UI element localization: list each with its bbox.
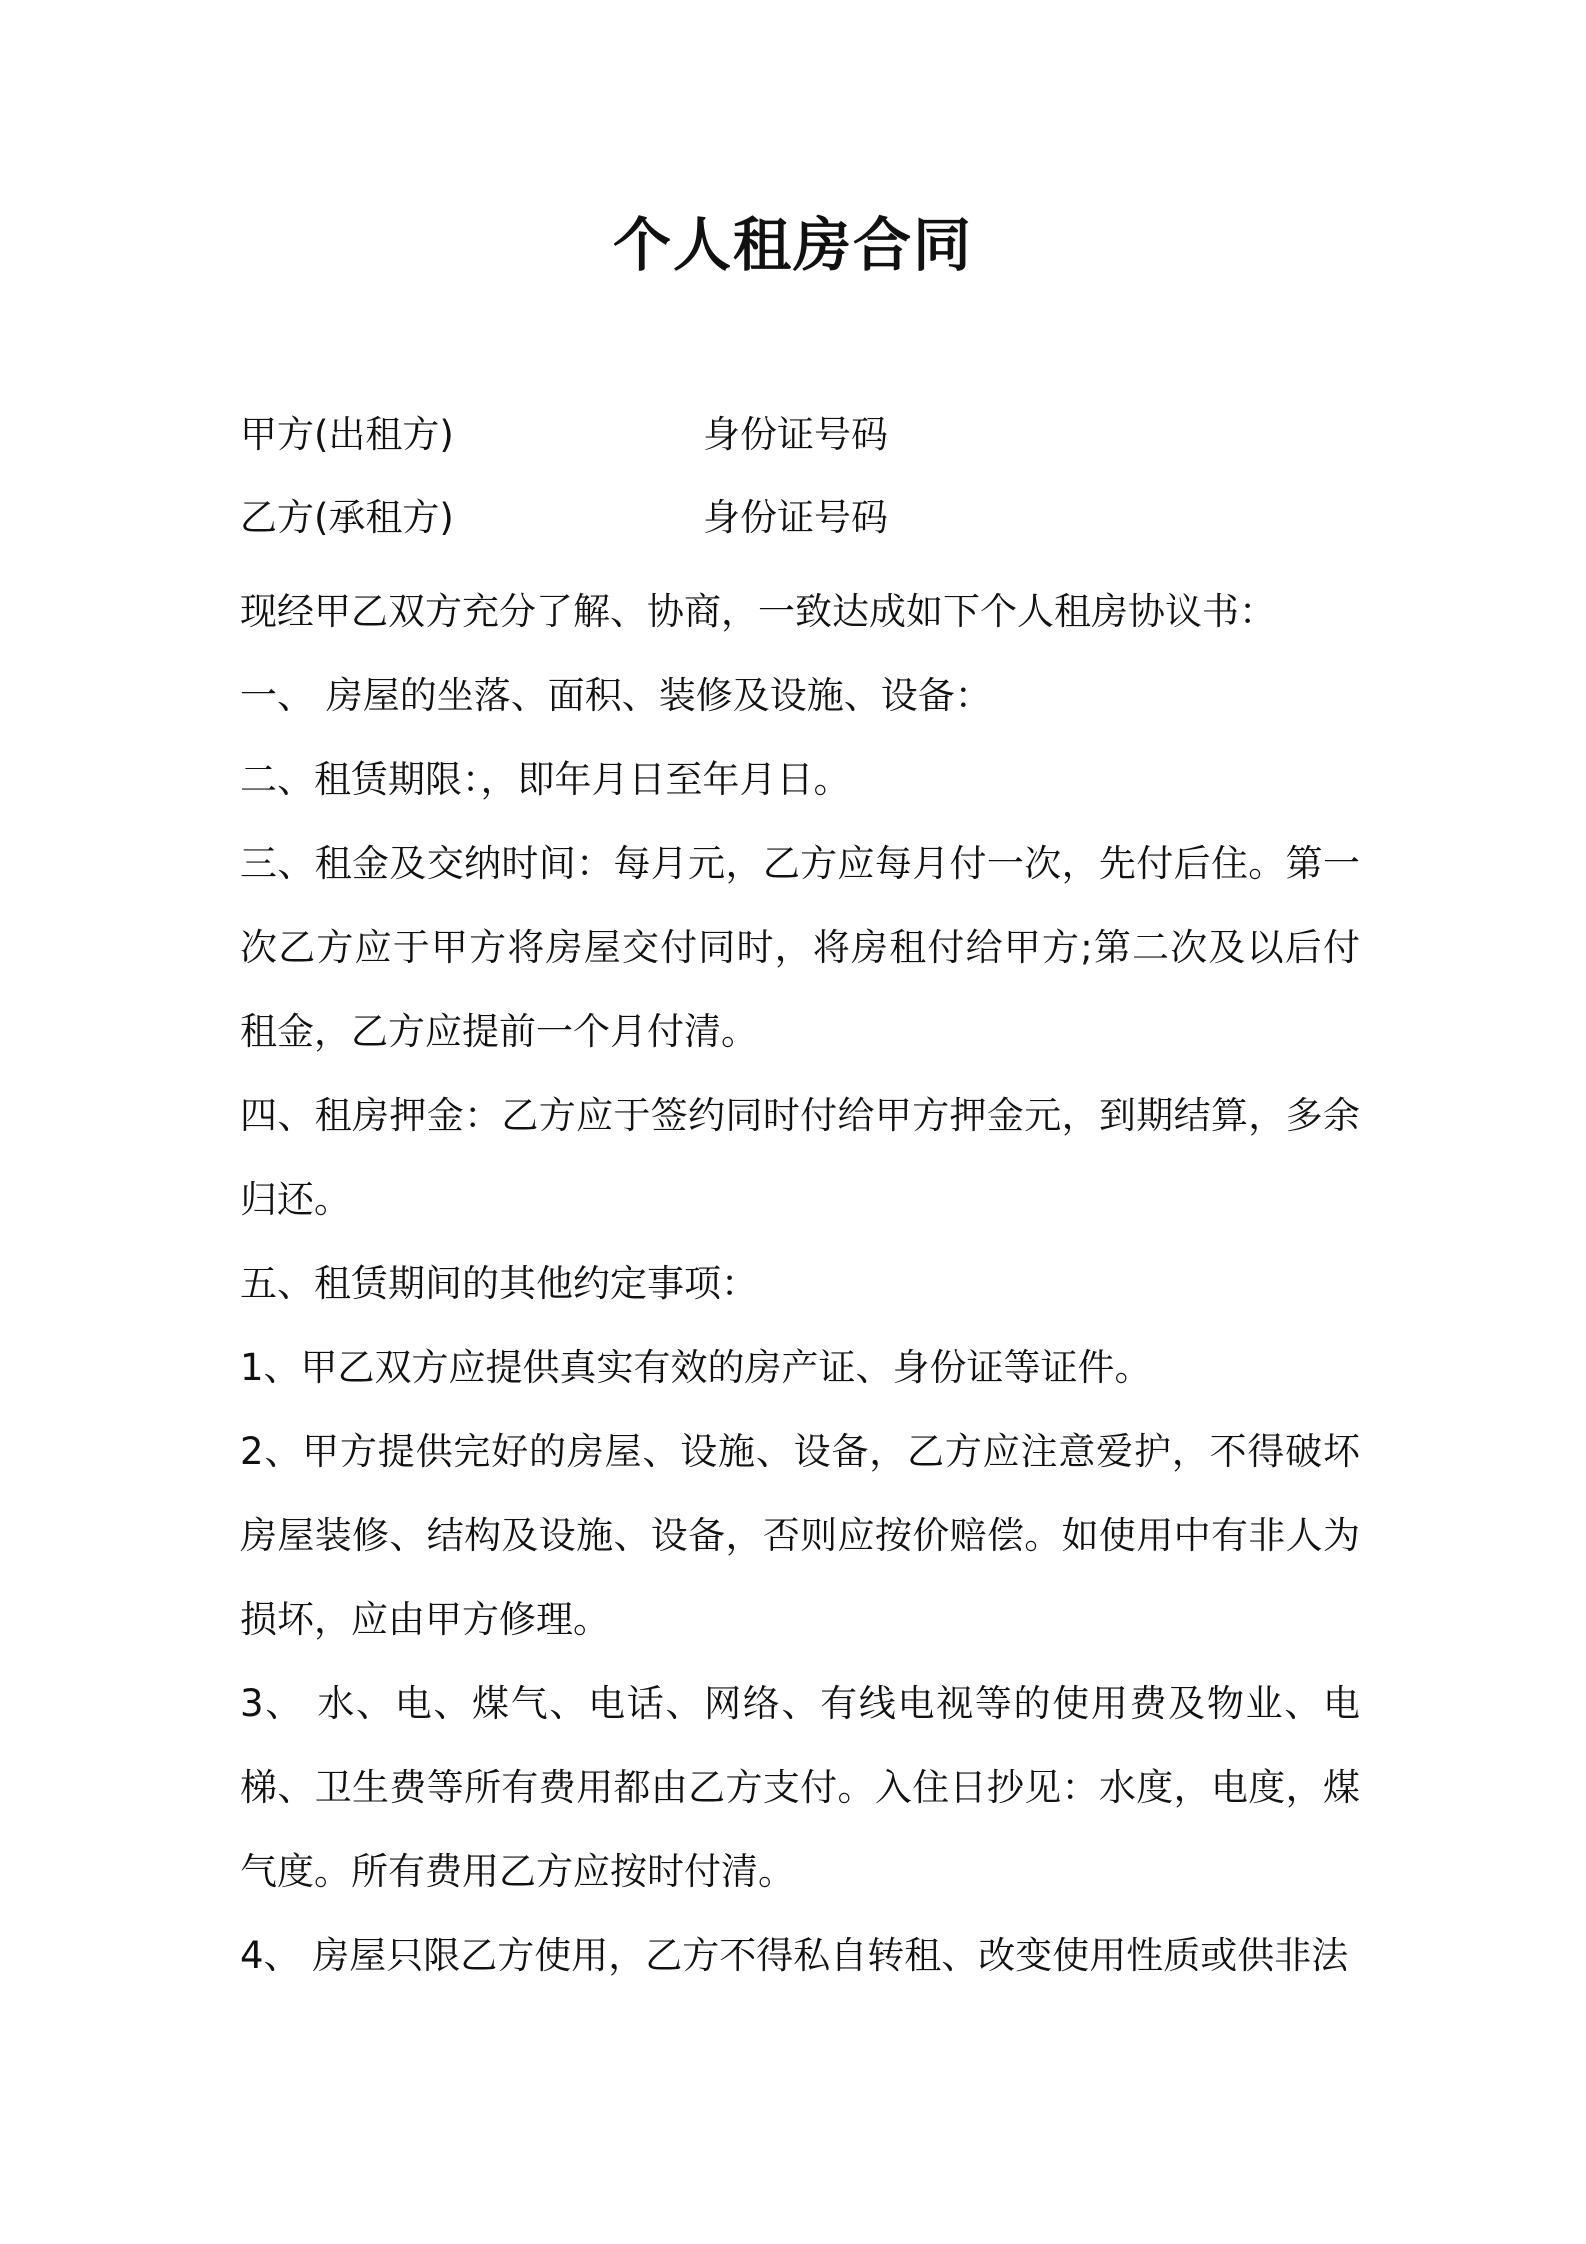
party-b-id-label: 身份证号码 (703, 496, 888, 539)
party-a-label: 甲方(出租方) (240, 413, 454, 456)
clause-5-heading: 五、租赁期间的其他约定事项： (240, 1262, 758, 1305)
party-b-row (240, 488, 1360, 548)
document-title: 个人租房合同 (612, 211, 973, 279)
party-b-label: 乙方(承租方) (240, 496, 454, 539)
party-a-row (240, 405, 1360, 465)
contract-body (240, 570, 1360, 1998)
clause-3-rent: 三、租金及交纳时间：每月元，乙方应每月付一次，先付后住。第一次乙方应于甲方将房屋交付同时，将房租付给甲方;第二次及以后付租金，乙方应提前一个月付清。 (240, 842, 1360, 1053)
intro-paragraph: 现经甲乙双方充分了解、协商，一致达成如下个人租房协议书： (240, 590, 1276, 633)
clause-2-term: 二、租赁期限：，即年月日至年月日。 (240, 758, 851, 801)
clause-5-item-1: 1、甲乙双方应提供真实有效的房产证、身份证等证件。 (240, 1346, 1152, 1389)
clause-1-property: 一、 房屋的坐落、面积、装修及设施、设备： (240, 674, 992, 717)
party-a-id-label: 身份证号码 (703, 413, 888, 456)
clause-4-deposit: 四、租房押金：乙方应于签约同时付给甲方押金元，到期结算，多余归还。 (240, 1094, 1360, 1221)
clause-5-item-2: 2、甲方提供完好的房屋、设施、设备，乙方应注意爱护，不得破坏房屋装修、结构及设施、设备，否则应按价赔偿。如使用中有非人为损坏，应由甲方修理。 (240, 1430, 1360, 1641)
clause-5-item-3: 3、 水、电、煤气、电话、网络、有线电视等的使用费及物业、电梯、卫生费等所有费用都由乙方支付。入住日抄见：水度，电度，煤气度。所有费用乙方应按时付清。 (240, 1682, 1360, 1893)
clause-5-item-4: 4、 房屋只限乙方使用，乙方不得私自转租、改变使用性质或供非法 (240, 1934, 1349, 1977)
